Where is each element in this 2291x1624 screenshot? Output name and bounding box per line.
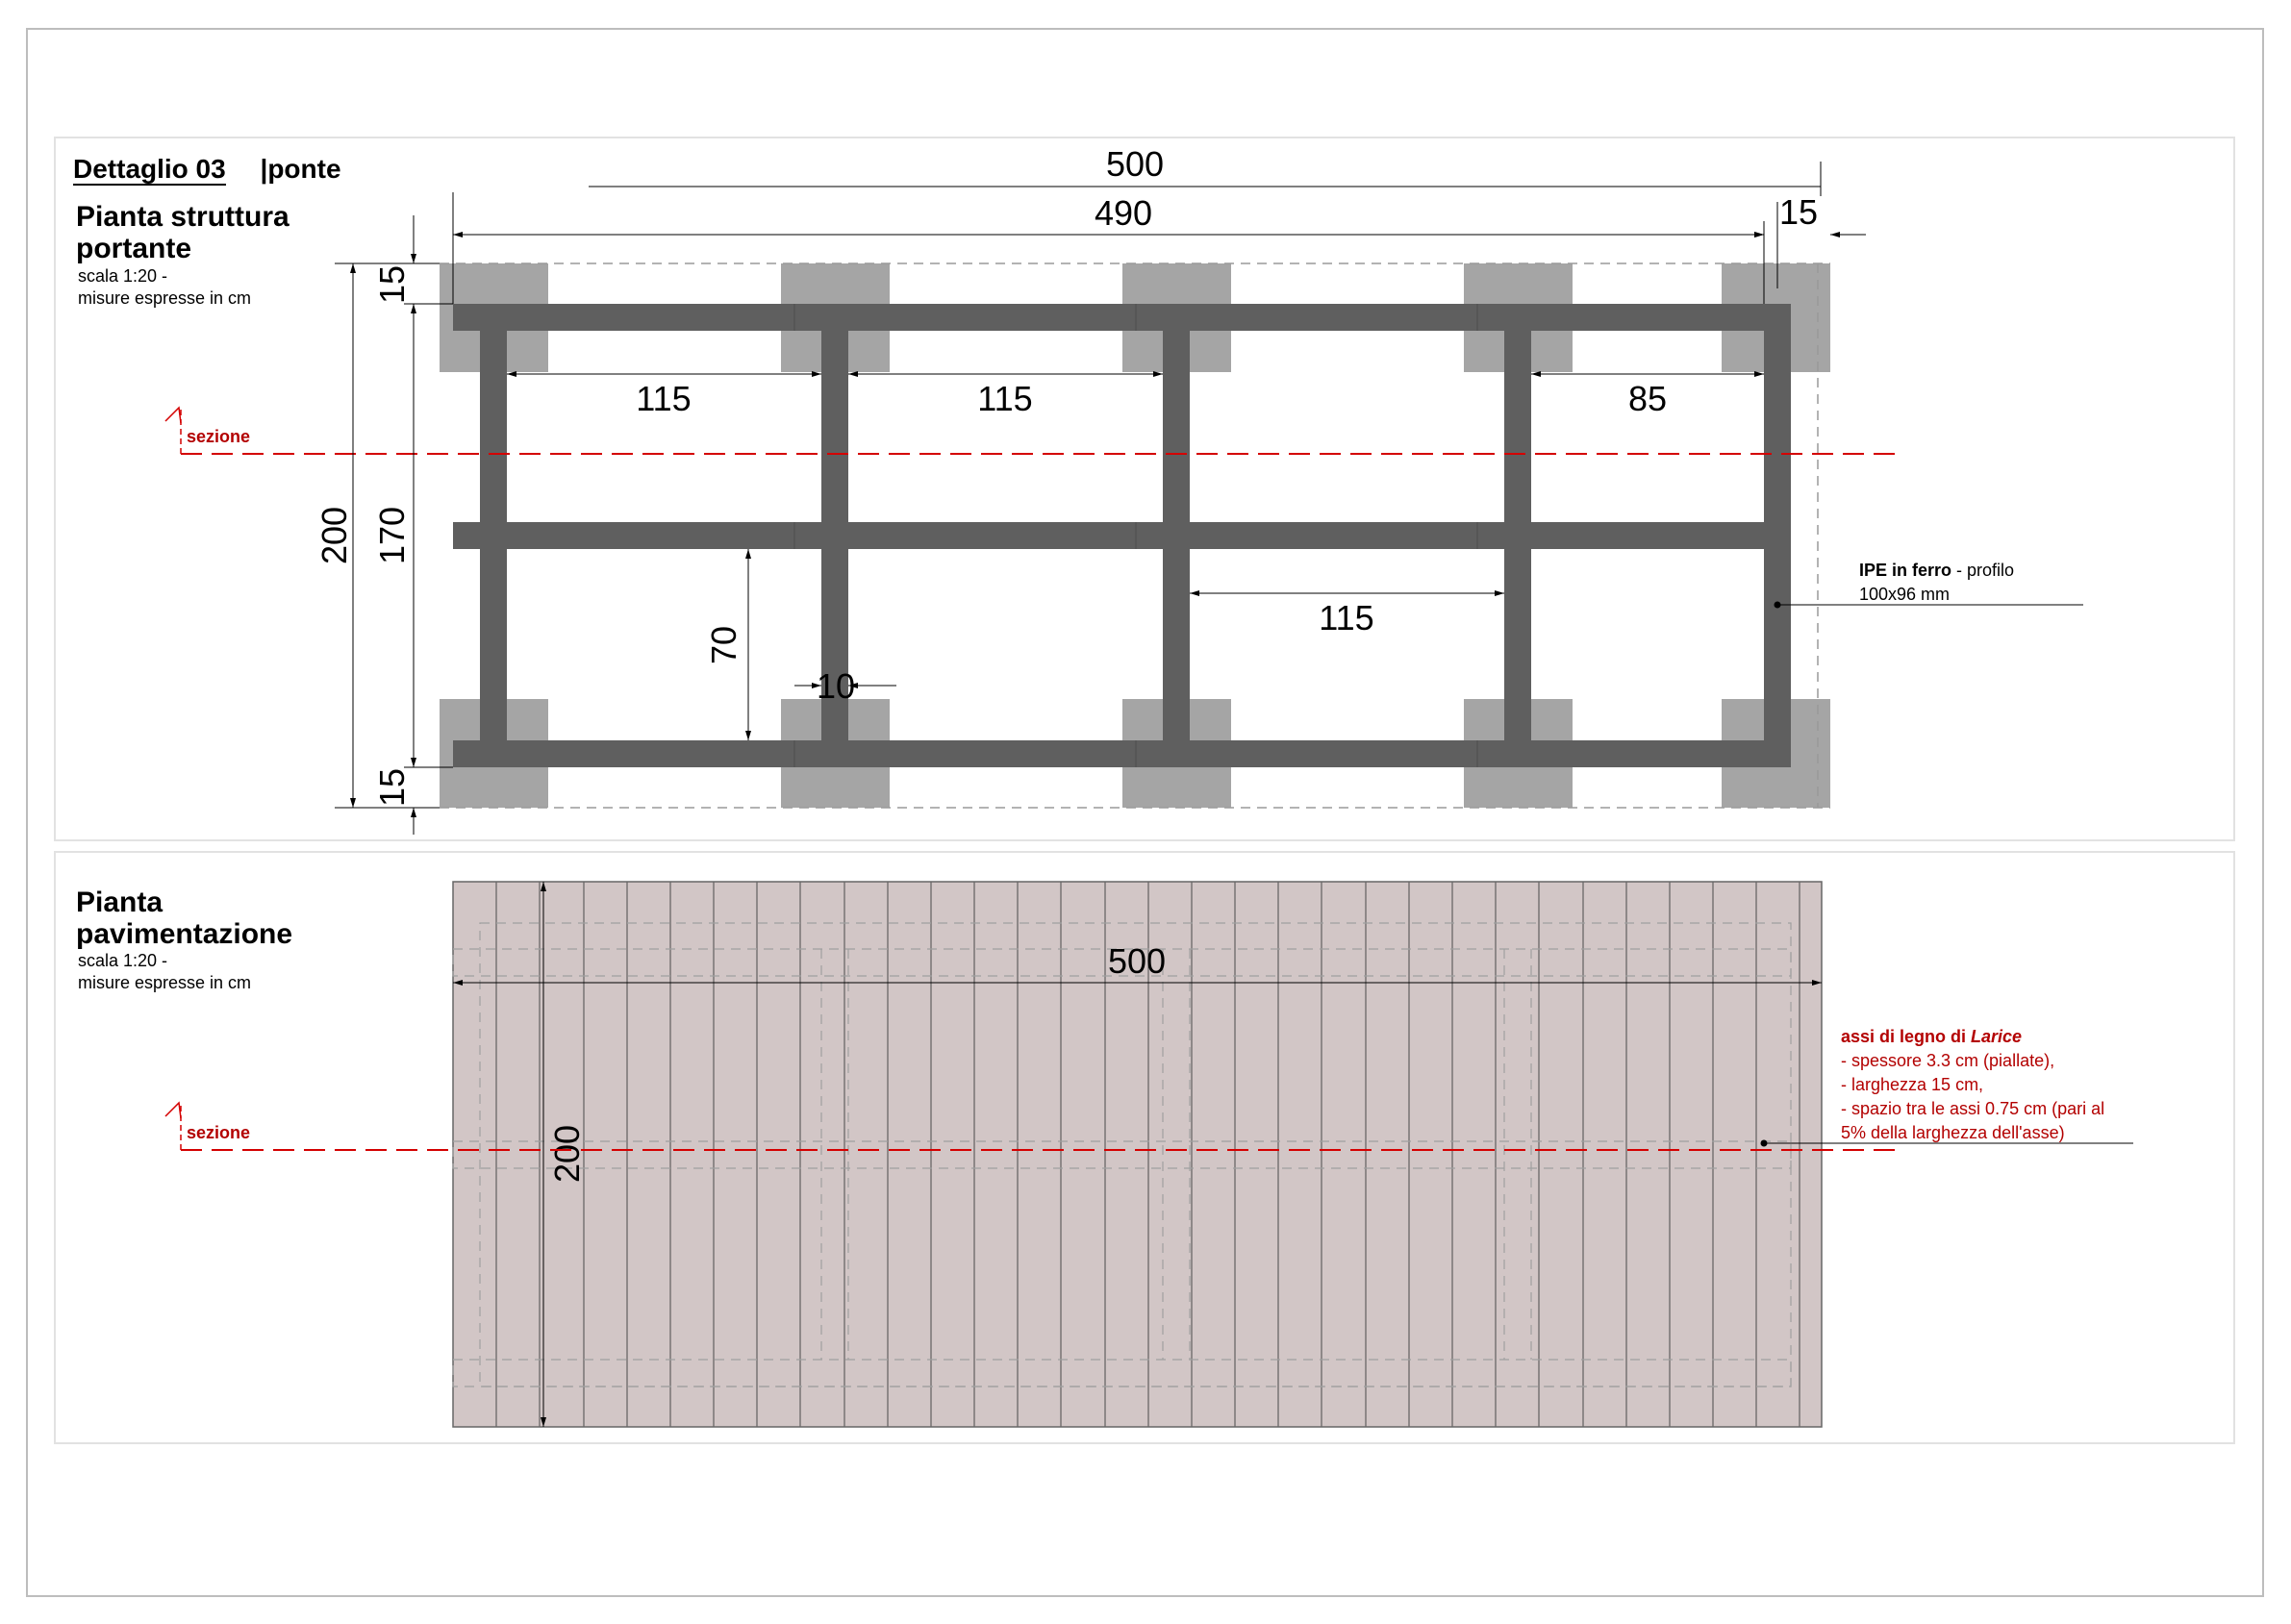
dim-label: 15: [1778, 192, 1819, 232]
floor-scale: [78, 950, 251, 994]
dim-label: 10: [816, 666, 856, 706]
dim-label: 15: [372, 767, 412, 808]
dim-half-width: [704, 549, 748, 740]
larice-note-species: Larice: [1971, 1027, 2023, 1046]
larice-note-line2: - spessore 3.3 cm (piallate),: [1841, 1051, 2055, 1070]
floor-heading: [76, 887, 292, 950]
beam-top: [453, 304, 1791, 331]
section-label: sezione: [187, 1123, 251, 1142]
floor-heading-line1: Pianta: [76, 887, 164, 918]
sheet-title-suffix: |ponte: [260, 154, 341, 184]
larice-note-line4: - spazio tra le assi 0.75 cm (pari al: [1841, 1099, 2105, 1118]
steel-frame: [453, 304, 1791, 767]
dim-bay-mid: [1190, 593, 1504, 637]
ipe-note-rest: - profilo: [1951, 561, 2015, 580]
dim-edge-top: [372, 215, 414, 304]
crossbeam: [1504, 331, 1531, 740]
dim-label: 115: [977, 379, 1033, 418]
scale-text: scala 1:20 -: [78, 951, 168, 970]
dim-label: 115: [1319, 598, 1374, 637]
ipe-note: [1859, 559, 2014, 607]
beam-middle: [453, 522, 1791, 549]
larice-note-line5: 5% della larghezza dell'asse): [1841, 1123, 2065, 1142]
dim-bay-1: [507, 374, 821, 418]
crossbeam: [1163, 331, 1190, 740]
structure-scale: [78, 265, 251, 310]
ipe-note-line2: 100x96 mm: [1859, 585, 1951, 604]
structure-heading-line2: portante: [76, 233, 191, 264]
beam-bottom: [453, 740, 1791, 767]
units-text: misure espresse in cm: [78, 288, 252, 308]
ipe-note-bold: IPE in ferro: [1859, 561, 1952, 580]
dim-label: 500: [1105, 144, 1165, 184]
dim-label: 170: [372, 506, 412, 565]
scale-text: scala 1:20 -: [78, 266, 168, 286]
larice-note-line3: - larghezza 15 cm,: [1841, 1075, 1984, 1094]
sheet-title: [73, 154, 341, 185]
beam-right-end: [1764, 304, 1791, 767]
crossbeam: [480, 331, 507, 740]
units-text: misure espresse in cm: [78, 973, 252, 992]
floor-heading-line2: pavimentazione: [76, 918, 293, 950]
section-label: sezione: [187, 427, 251, 446]
structure-heading: [76, 201, 290, 264]
dim-label: 500: [1107, 941, 1167, 981]
dim-overall-length: [589, 144, 1821, 196]
dim-label: 85: [1627, 379, 1668, 418]
dim-label: 490: [1094, 193, 1153, 233]
dim-label: 200: [547, 1124, 587, 1184]
dim-label: 115: [636, 379, 692, 418]
dim-edge-bottom: [372, 768, 414, 835]
dim-inner-width: [372, 304, 453, 767]
larice-note-prefix: assi di legno di: [1841, 1027, 1972, 1046]
larice-note: [1841, 1025, 2104, 1145]
dim-label: 70: [704, 625, 743, 665]
dim-label: 200: [315, 506, 354, 565]
dim-bay-2: [848, 374, 1163, 418]
dim-label: 15: [372, 264, 412, 305]
structure-heading-line1: Pianta struttura: [76, 201, 290, 233]
dim-bay-4: [1531, 374, 1764, 418]
sheet-title-main: Dettaglio 03: [73, 154, 226, 184]
